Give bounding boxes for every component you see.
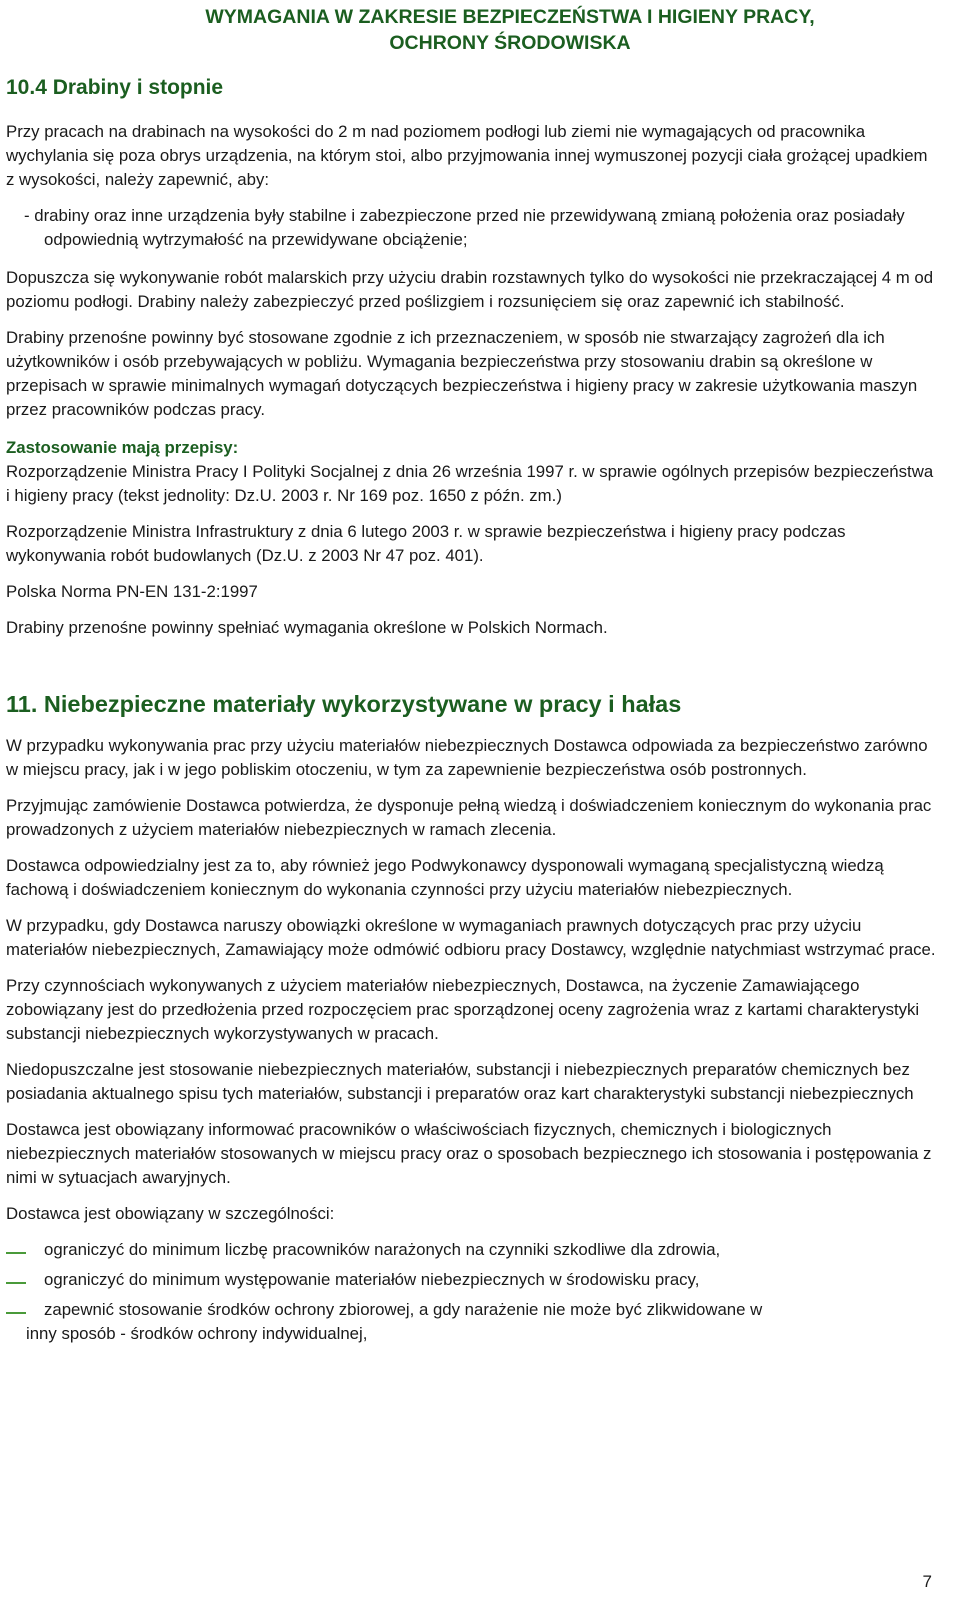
list-item: ograniczyć do minimum występowanie materiałów niebezpiecznych w środowisku pracy, xyxy=(6,1268,938,1292)
regulation-3: Polska Norma PN-EN 131-2:1997 xyxy=(6,582,258,601)
section-10-4-title: 10.4 Drabiny i stopnie xyxy=(6,76,224,99)
list-intro: Dostawca jest obowiązany w szczególności: xyxy=(6,1204,335,1223)
section-11-title: 11. Niebezpieczne materiały wykorzystywane w pracy i hałas xyxy=(6,691,682,717)
paragraph: Dopuszcza się wykonywanie robót malarskich przy użyciu drabin rozstawnych tylko do wysokości nie przekraczającej 4 m od poziomu podłogi. Drabiny należy zabezpieczyć przed poślizgiem i rozsunięciem się oraz zapewnić ich stabilność. xyxy=(6,268,934,311)
list-item: ograniczyć do minimum liczbę pracowników narażonych na czynniki szkodliwe dla zdrowia, xyxy=(6,1238,938,1262)
paragraph: Dostawca jest obowiązany informować pracowników o właściwościach fizycznych, chemicznych i biologicznych niebezpiecznych materiałów stosowanych w miejscu pracy oraz o sposobach bezpiecznego ich stosowania i postępowania z nimi w sytuacjach awaryjnych. xyxy=(6,1120,932,1187)
paragraph: Drabiny przenośne powinny spełniać wymagania określone w Polskich Normach. xyxy=(6,618,608,637)
regulation-1: Rozporządzenie Ministra Pracy I Polityki Socjalnej z dnia 26 września 1997 r. w sprawie ogólnych przepisów bezpieczeństwa i higieny pracy (tekst jednolity: Dz.U. 2003 r. Nr 169 poz. 1650 z późn. zm.) xyxy=(6,462,934,505)
page-content xyxy=(6,76,938,1346)
paragraph: Niedopuszczalne jest stosowanie niebezpiecznych materiałów, substancji i niebezpiecznych preparatów chemicznych bez posiadania aktualnego spisu tych materiałów, substancji i preparatów oraz kart charakterystyki substancji niebezpiecznych xyxy=(6,1060,914,1103)
dash-bullet-icon xyxy=(6,1312,26,1314)
paragraph: W przypadku, gdy Dostawca naruszy obowiązki określone w wymaganiach prawnych dotyczących prac przy użyciu materiałów niebezpiecznych, Zamawiający może odmówić odbioru pracy Dostawcy, względnie natychmiast wstrzymać prace. xyxy=(6,916,936,959)
paragraph: W przypadku wykonywania prac przy użyciu materiałów niebezpiecznych Dostawca odpowiada za bezpieczeństwo zarówno w miejscu pracy, jak i w jego pobliskim otoczeniu, w tym za zapewnienie bezpieczeństwa osób postronnych. xyxy=(6,736,928,779)
list-item: zapewnić stosowanie środków ochrony zbiorowej, a gdy narażenie nie może być zlikwidowane w xyxy=(6,1298,938,1322)
dash-bullet-icon xyxy=(6,1282,26,1284)
paragraph: Przyjmując zamówienie Dostawca potwierdza, że dysponuje pełną wiedzą i doświadczeniem koniecznym do wykonania prac prowadzonych z użyciem materiałów niebezpiecznych w ramach zlecenia. xyxy=(6,796,932,839)
bullet-item: - drabiny oraz inne urządzenia były stabilne i zabezpieczone przed nie przewidywaną zmianą położenia oraz posiadały odpowiednią wytrzymałość na przewidywane obciążenie; xyxy=(24,206,905,249)
paragraph: Dostawca odpowiedzialny jest za to, aby również jego Podwykonawcy dysponowali wymaganą specjalistyczną wiedzą fachową i doświadczeniem koniecznym do wykonania czynności przy użyciu materiałów niebezpiecznych. xyxy=(6,856,884,899)
header-line-1: WYMAGANIA W ZAKRESIE BEZPIECZEŃSTWA I HIGIENY PRACY, xyxy=(205,6,815,28)
paragraph: Przy czynnościach wykonywanych z użyciem materiałów niebezpiecznych, Dostawca, na życzenie Zamawiającego zobowiązany jest do przedłożenia przed rozpoczęciem prac sporządzonej oceny zagrożenia wraz z kartami charakterystyki substancji niebezpiecznych wykorzystywanych w pracach. xyxy=(6,976,920,1043)
page-number: 7 xyxy=(922,1572,932,1591)
regulations-heading: Zastosowanie mają przepisy: xyxy=(6,438,239,457)
dash-bullet-icon xyxy=(6,1252,26,1254)
paragraph: Przy pracach na drabinach na wysokości do 2 m nad poziomem podłogi lub ziemi nie wymagających od pracownika wychylania się poza obrys urządzenia, na którym stoi, albo przyjmowania innej wymuszonej pozycji ciała grożącej upadkiem z wysokości, należy zapewnić, aby: xyxy=(6,122,928,189)
list-item-continuation: inny sposób - środków ochrony indywidualnej, xyxy=(26,1324,368,1343)
regulation-2: Rozporządzenie Ministra Infrastruktury z dnia 6 lutego 2003 r. w sprawie bezpieczeństwa i higieny pracy podczas wykonywania robót budowlanych (Dz.U. z 2003 Nr 47 poz. 401). xyxy=(6,522,846,565)
header-line-2: OCHRONY ŚRODOWISKA xyxy=(389,32,631,54)
document-header xyxy=(0,4,960,56)
paragraph: Drabiny przenośne powinny być stosowane zgodnie z ich przeznaczeniem, w sposób nie stwarzający zagrożeń dla ich użytkowników i osób przebywających w pobliżu. Wymagania bezpieczeństwa przy stosowaniu drabin są określone w przepisach w sprawie minimalnych wymagań dotyczących bezpieczeństwa i higieny pracy w zakresie użytkowania maszyn przez pracowników podczas pracy. xyxy=(6,328,918,419)
